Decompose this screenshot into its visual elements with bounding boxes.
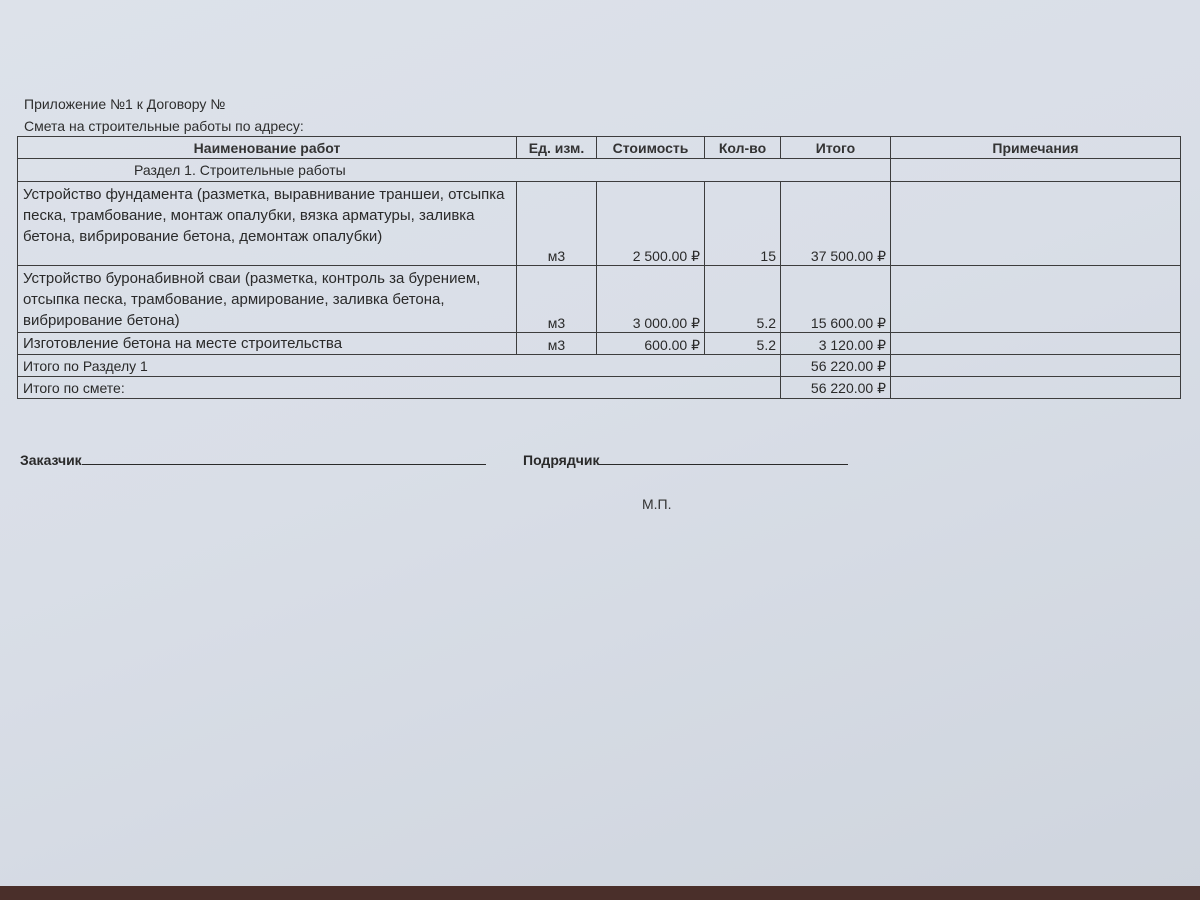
work-price: 3 000.00 ₽ bbox=[597, 266, 705, 333]
work-name: Устройство буронабивной сваи (разметка, контроль за бурением, отсыпка песка, трамбование, армирование, заливка бетона, вибрирование бетона) bbox=[18, 266, 517, 333]
work-unit: м3 bbox=[517, 333, 597, 355]
work-price: 2 500.00 ₽ bbox=[597, 182, 705, 266]
work-price: 600.00 ₽ bbox=[597, 333, 705, 355]
work-qty: 15 bbox=[705, 182, 781, 266]
work-unit: м3 bbox=[517, 182, 597, 266]
work-qty: 5.2 bbox=[705, 333, 781, 355]
grand-total-row bbox=[18, 377, 1181, 399]
table-row bbox=[18, 266, 1181, 333]
work-total: 3 120.00 ₽ bbox=[781, 333, 891, 355]
section-total-row bbox=[18, 355, 1181, 377]
grand-total-notes bbox=[891, 377, 1181, 399]
contractor-signature-line bbox=[599, 450, 848, 465]
work-total: 37 500.00 ₽ bbox=[781, 182, 891, 266]
customer-signature bbox=[20, 450, 486, 468]
section-title: Раздел 1. Строительные работы bbox=[18, 159, 891, 182]
column-header-notes: Примечания bbox=[891, 137, 1181, 159]
work-qty: 5.2 bbox=[705, 266, 781, 333]
estimate-heading: Смета на строительные работы по адресу: bbox=[24, 118, 304, 134]
section-row bbox=[18, 159, 1181, 182]
contractor-label: Подрядчик bbox=[523, 452, 600, 468]
customer-signature-line bbox=[82, 450, 486, 465]
stamp-placeholder: М.П. bbox=[642, 496, 672, 512]
work-notes bbox=[891, 333, 1181, 355]
work-total: 15 600.00 ₽ bbox=[781, 266, 891, 333]
work-name: Устройство фундамента (разметка, выравнивание траншеи, отсыпка песка, трамбование, монтаж опалубки, вязка арматуры, заливка бетона, вибрирование бетона, демонтаж опалубки) bbox=[18, 182, 517, 266]
table-header-row bbox=[18, 137, 1181, 159]
work-notes bbox=[891, 266, 1181, 333]
work-name: Изготовление бетона на месте строительства bbox=[18, 333, 517, 355]
column-header-unit: Ед. изм. bbox=[517, 137, 597, 159]
section-notes-cell bbox=[891, 159, 1181, 182]
section-total-value: 56 220.00 ₽ bbox=[781, 355, 891, 377]
section-total-notes bbox=[891, 355, 1181, 377]
contractor-signature bbox=[523, 450, 848, 468]
appendix-heading: Приложение №1 к Договору № bbox=[24, 96, 226, 112]
work-unit: м3 bbox=[517, 266, 597, 333]
work-notes bbox=[891, 182, 1181, 266]
column-header-price: Стоимость bbox=[597, 137, 705, 159]
estimate-table bbox=[17, 136, 1181, 399]
grand-total-label: Итого по смете: bbox=[18, 377, 781, 399]
column-header-total: Итого bbox=[781, 137, 891, 159]
column-header-qty: Кол-во bbox=[705, 137, 781, 159]
column-header-name: Наименование работ bbox=[18, 137, 517, 159]
grand-total-value: 56 220.00 ₽ bbox=[781, 377, 891, 399]
customer-label: Заказчик bbox=[20, 452, 82, 468]
table-row bbox=[18, 182, 1181, 266]
table-row bbox=[18, 333, 1181, 355]
section-total-label: Итого по Разделу 1 bbox=[18, 355, 781, 377]
desk-surface bbox=[0, 886, 1200, 900]
